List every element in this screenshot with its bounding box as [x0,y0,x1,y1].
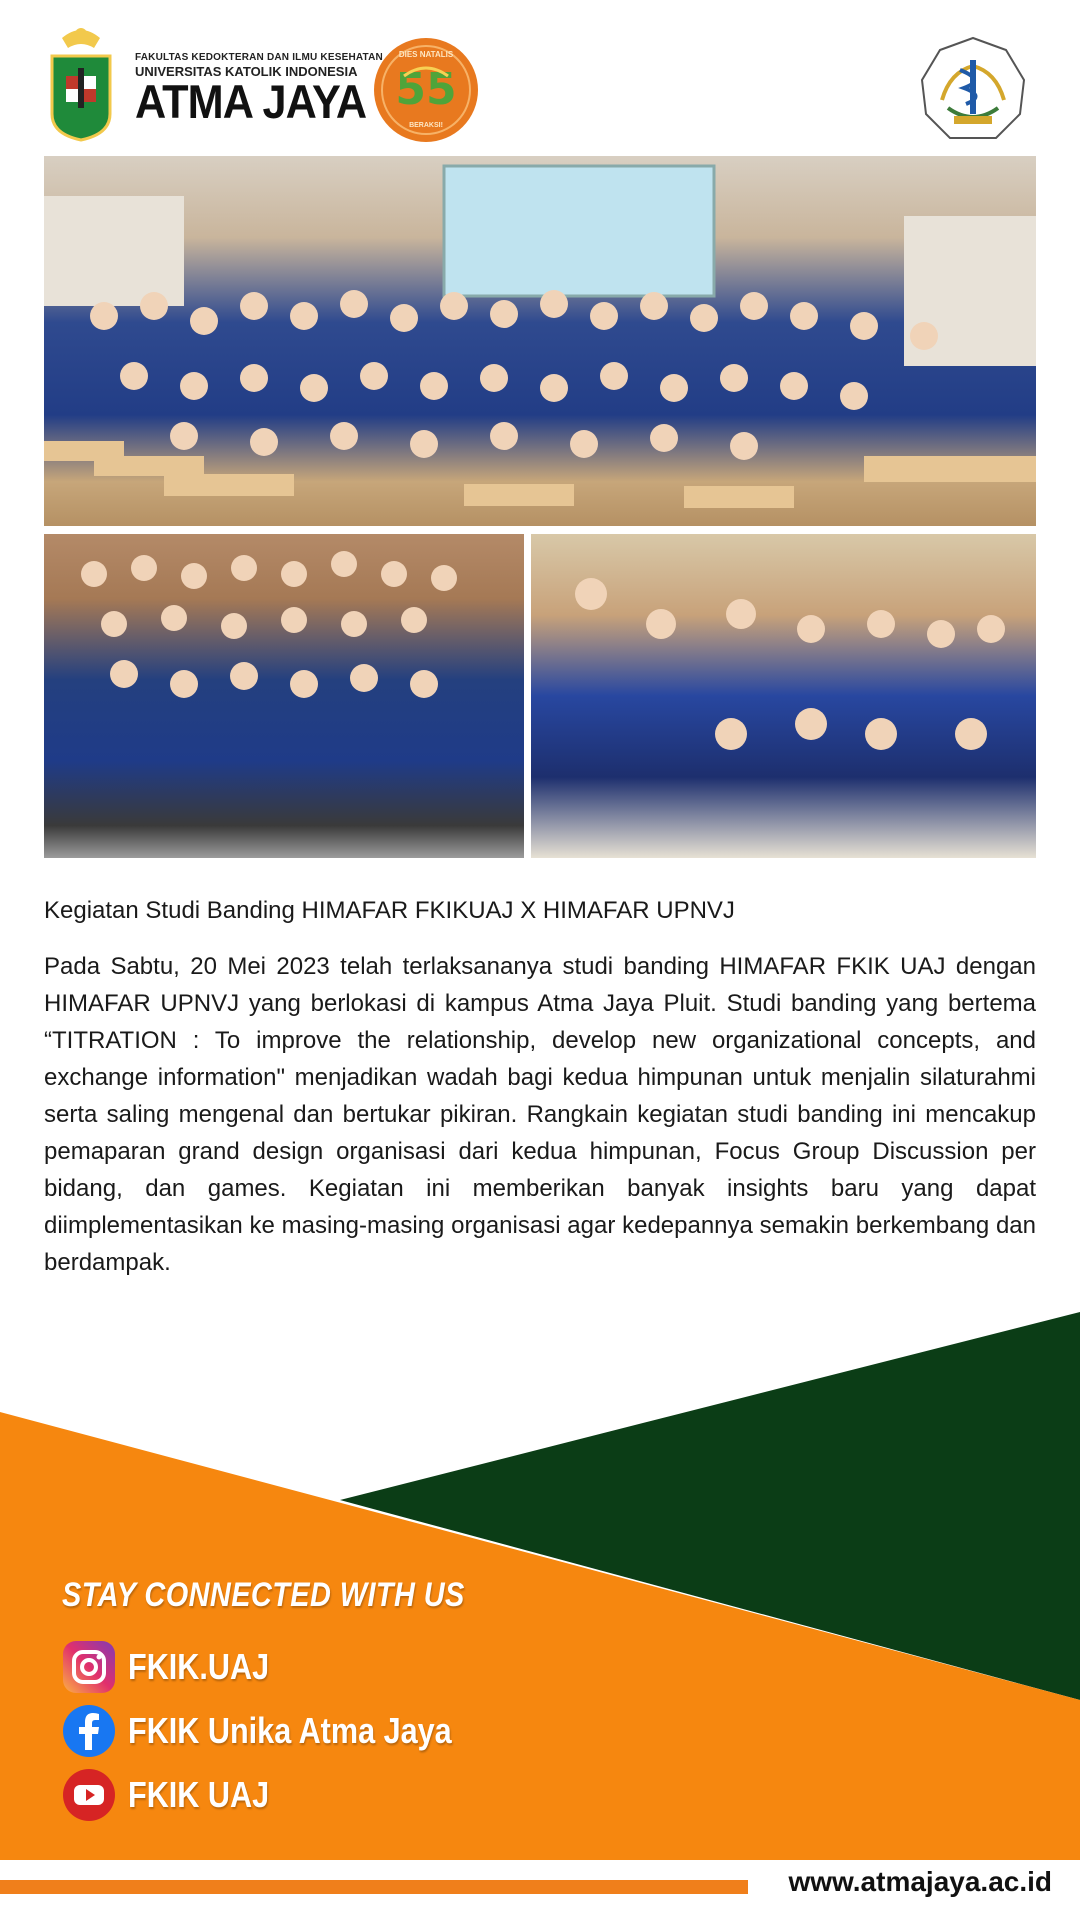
social-item-youtube[interactable] [62,1768,582,1822]
brand-name: ATMA JAYA [135,75,367,128]
group-photo-main [44,156,1036,526]
dies-badge-bottom-text: BERAKSI! [409,122,443,129]
header [0,0,1080,150]
social-heading: STAY CONNECTED WITH US [62,1576,465,1614]
group-photo-right-illustration [531,534,1036,858]
dies-natalis-badge [372,36,480,144]
social-item-facebook[interactable] [62,1704,582,1758]
instagram-icon [62,1640,116,1694]
university-name: UNIVERSITAS KATOLIK INDONESIA [135,64,358,79]
group-photo-left-illustration [44,534,524,858]
social-label-facebook: FKIK Unika Atma Jaya [128,1710,452,1751]
youtube-icon [62,1768,116,1822]
social-label-instagram: FKIK.UAJ [128,1646,270,1687]
bottom-accent-stripe [0,1880,748,1894]
facebook-icon [62,1704,116,1758]
website-link[interactable]: www.atmajaya.ac.id [788,1866,1052,1897]
article-body: Pada Sabtu, 20 Mei 2023 telah terlaksananya studi banding HIMAFAR FKIK UAJ dengan HIMAFAR UPNVJ yang berlokasi di kampus Atma Jaya Pluit. Studi banding yang bertema “TITRATION : To improve the relationship, develop new organizational concepts, and exchange information" menjadikan wadah bagi kedua himpunan untuk menjalin silaturahmi serta saling mengenal dan bertukar pikiran. Rangkain kegiatan studi banding ini mencakup pemaparan grand design organisasi dari kedua himpunan, Focus Group Discussion per bidang, dan games. Kegiatan ini memberikan banyak insights baru yang dapat diimplementasikan ke masing-masing organisasi agar kedepannya semakin berkembang dan berdampak. [44,953,1036,1276]
group-photo-right [531,534,1036,858]
himafar-pharmacy-emblem-icon [920,36,1026,142]
university-wordmark [135,52,383,128]
atma-jaya-shield-icon [44,18,118,142]
group-photo-left [44,534,524,858]
faculty-name: FAKULTAS KEDOKTERAN DAN ILMU KESEHATAN [135,52,383,63]
group-photo-main-illustration [44,156,1036,526]
article-title: Kegiatan Studi Banding HIMAFAR FKIKUAJ X HIMAFAR UPNVJ [44,897,735,924]
social-label-youtube: FKIK UAJ [128,1774,270,1815]
social-item-instagram[interactable] [62,1640,582,1694]
svg-text:55: 55 [395,64,457,115]
dies-badge-top-text: DIES NATALIS [398,50,454,59]
